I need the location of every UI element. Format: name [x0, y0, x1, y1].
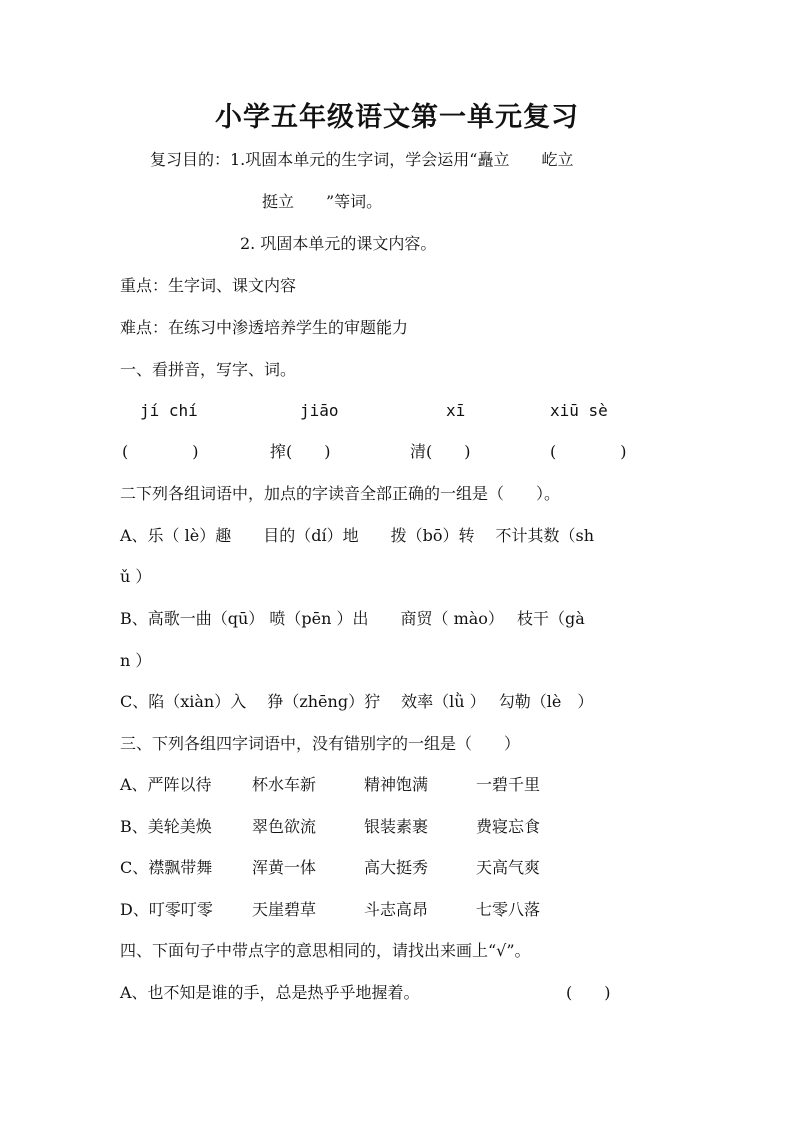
objective-line-3: 2. 巩固本单元的课文内容。	[240, 234, 437, 253]
option-word: 浑黄一体	[252, 858, 317, 877]
objective-line-1: 复习目的：1.巩固本单元的生字词，学会运用“矗立 屹立	[150, 150, 574, 169]
pinyin-2: jiāo	[300, 401, 339, 420]
section-1-heading: 一、看拼音，写字、词。	[120, 360, 297, 379]
answer-blank-1: ( )	[122, 442, 199, 461]
option-label: D、叮零叮零	[120, 900, 213, 919]
section-4-option-a: A、也不知是谁的手，总是热乎乎地握着。	[120, 983, 420, 1002]
option-word: 斗志高昂	[364, 900, 429, 919]
section-4-heading: 四、下面句子中带点字的意思相同的，请找出来画上“√”。	[120, 941, 531, 960]
pinyin-4: xiū sè	[550, 401, 608, 420]
option-word: 杯水车新	[252, 775, 317, 794]
objective-line-2: 挺立 ”等词。	[262, 192, 383, 211]
section-2-option-b: B、高歌一曲（qū） 喷（pēn ）出 商贸（ mào） 枝干（gà	[120, 609, 585, 628]
section-2-option-c: C、陷（xiàn）入 狰（zhēng）狞 效率（lǜ ） 勾勒（lè ）	[120, 692, 594, 711]
section-3-heading: 三、下列各组四字词语中，没有错别字的一组是（ ）	[120, 734, 521, 753]
option-word: 天崖碧草	[252, 900, 317, 919]
option-word: 七零八落	[476, 900, 541, 919]
section-2-option-a: A、乐（ lè）趣 目的（dí）地 拨（bō）转 不计其数（sh	[120, 526, 595, 545]
answer-blank-4: ( )	[550, 442, 627, 461]
key-points: 重点：生字词、课文内容	[120, 276, 297, 295]
section-2-option-a-cont: ǔ ）	[120, 567, 152, 586]
difficulties: 难点：在练习中渗透培养学生的审题能力	[120, 318, 409, 337]
option-label: C、襟飘带舞	[120, 858, 213, 877]
option-word: 一碧千里	[476, 775, 541, 794]
section-2-option-b-cont: n ）	[120, 651, 152, 670]
answer-blank-3: 清( )	[410, 442, 471, 461]
option-word: 精神饱满	[364, 775, 429, 794]
answer-blank: ( )	[566, 983, 611, 1002]
option-word: 高大挺秀	[364, 858, 429, 877]
option-label: B、美轮美焕	[120, 817, 212, 836]
page-title: 小学五年级语文第一单元复习	[215, 102, 579, 133]
option-label: A、严阵以待	[120, 775, 212, 794]
option-word: 天高气爽	[476, 858, 541, 877]
option-word: 银装素裹	[364, 817, 429, 836]
option-word: 翠色欲流	[252, 817, 317, 836]
option-word: 费寝忘食	[476, 817, 541, 836]
pinyin-1: jí chí	[140, 401, 198, 420]
pinyin-3: xī	[446, 401, 466, 420]
section-2-heading: 二下列各组词语中，加点的字读音全部正确的一组是（ ）。	[120, 484, 561, 503]
answer-blank-2: 搾( )	[270, 442, 331, 461]
